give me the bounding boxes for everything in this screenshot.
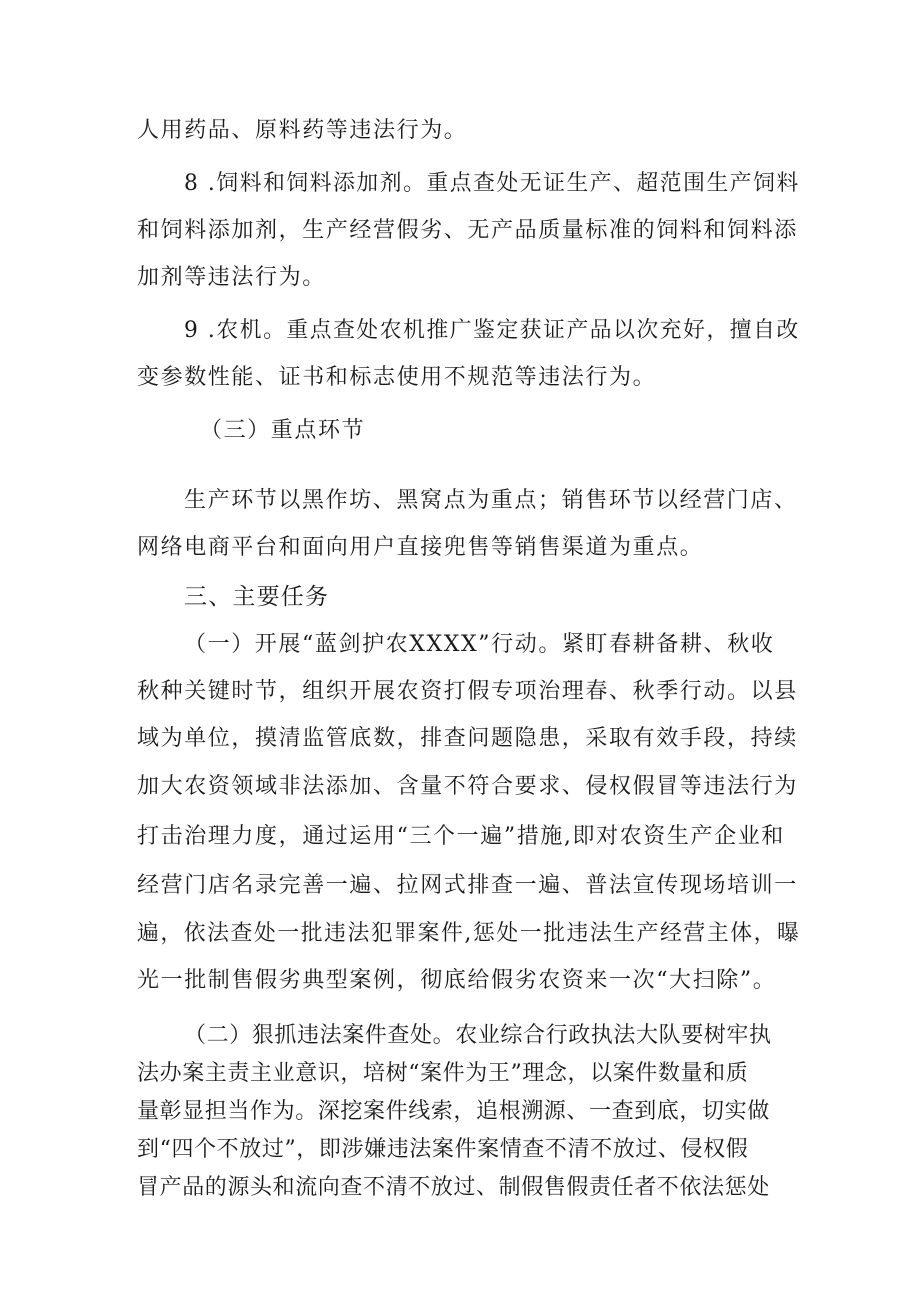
text-line-14: 加大农资领域非法添加、含量不符合要求、侵权假冒等违法行为 [137, 774, 798, 799]
text-line-17: 遍，依法查处一批违法犯罪案件,惩处一批违法生产经营主体，曝 [137, 921, 801, 946]
text-line-1: 人用药品、原料药等违法行为。 [137, 118, 468, 143]
section-subheading-key-links: （三）重点环节 [200, 418, 366, 443]
text-line-20: 法办案主责主业意识，培树“案件为王”理念，以案件数量和质 [137, 1061, 749, 1086]
text-line-12: 秋种关键时节，组织开展农资打假专项治理春、秋季行动。以县 [137, 679, 798, 704]
section-heading-main-tasks: 三、主要任务 [184, 584, 330, 610]
text-line-3: 和饲料添加剂，生产经营假劣、无产品质量标准的饲料和饲料添 [137, 218, 798, 243]
text-line-22: 到“四个不放过”，即涉嫌违法案件案情查不清不放过、侵权假 [137, 1137, 749, 1162]
text-line-15: 打击治理力度，通过运用“三个一遍”措施,即对农资生产企业和 [137, 824, 785, 849]
text-line-6: 变参数性能、证书和标志使用不规范等违法行为。 [137, 365, 657, 390]
text-line-23: 冒产品的源头和流向查不清不放过、制假售假责任者不依法惩处 [137, 1175, 770, 1200]
text-line-9: 网络电商平台和面向用户直接兜售等销售渠道为重点。 [137, 535, 704, 560]
text-line-8: 生产环节以黑作坊、黑窝点为重点；销售环节以经营门店、 [184, 488, 798, 513]
text-line-16: 经营门店名录完善一遍、拉网式排查一遍、普法宣传现场培训一 [137, 873, 798, 898]
text-line-13: 域为单位，摸清监管底数，排查问题隐患，采取有效手段，持续 [137, 726, 798, 751]
text-line-18: 光一批制售假劣典型案例，彻底给假劣农资来一次“大扫除”。 [137, 968, 777, 993]
text-line-4: 加剂等违法行为。 [137, 265, 326, 290]
text-line-21: 量彰显担当作为。深挖案件线索，追根溯源、一查到底，切实做 [137, 1099, 770, 1124]
text-line-5: 9 .农机。重点查处农机推广鉴定获证产品以次充好，擅自改 [184, 318, 800, 343]
text-line-11: （一）开展“蓝剑护农XXXX”行动。紧盯春耕备耕、秋收 [184, 632, 775, 657]
text-line-19: （二）狠抓违法案件查处。农业综合行政执法大队要树牢执 [184, 1023, 772, 1048]
text-line-2: 8 .饲料和饲料添加剂。重点查处无证生产、超范围生产饲料 [184, 171, 800, 196]
